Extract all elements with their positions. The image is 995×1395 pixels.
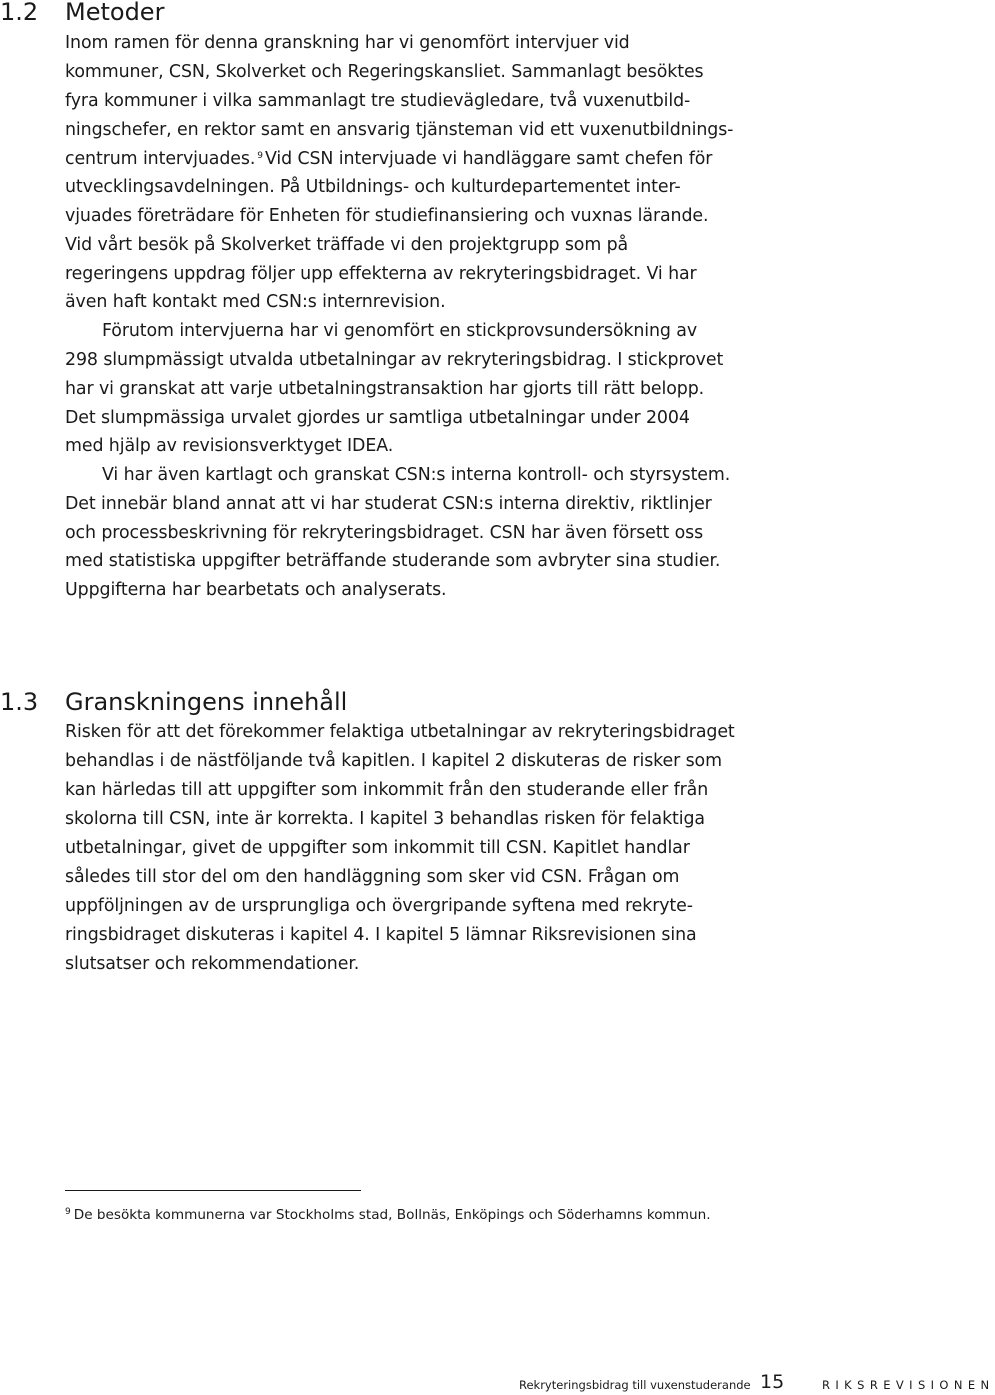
body-line: Uppgifterna har bearbetats och analyserats. (65, 580, 447, 600)
body-line: även haft kontakt med CSN:s internrevision. (65, 292, 446, 312)
footnote-divider (65, 1190, 361, 1191)
body-line: med statistiska uppgifter beträffande studerande som avbryter sina studier. (65, 551, 721, 571)
body-line: ringsbidraget diskuteras i kapitel 4. I kapitel 5 lämnar Riksrevisionen sina (65, 925, 697, 945)
body-line: behandlas i de nästföljande två kapitlen. I kapitel 2 diskuteras de risker som (65, 751, 722, 771)
body-line: Det slumpmässiga urvalet gjordes ur samtliga utbetalningar under 2004 (65, 408, 690, 428)
body-line (65, 149, 712, 172)
body-line: Vi har även kartlagt och granskat CSN:s interna kontroll- och styrsystem. (102, 465, 731, 485)
body-line: slutsatser och rekommendationer. (65, 954, 360, 974)
footnote-text: De besökta kommunerna var Stockholms stad, Bollnäs, Enköpings och Söderhamns kommun. (73, 1207, 711, 1223)
footnote-reference[interactable]: 9 (257, 151, 263, 161)
body-text: Vid CSN intervjuade vi handläggare samt chefen för (264, 149, 713, 169)
body-line: och processbeskrivning för rekryteringsbidraget. CSN har även försett oss (65, 523, 704, 543)
footnote-number: 9 (65, 1207, 71, 1217)
body-line: kommuner, CSN, Skolverket och Regeringskansliet. Sammanlagt besöktes (65, 62, 704, 82)
section-number: 1.3 (0, 688, 39, 716)
body-line: ningschefer, en rektor samt en ansvarig tjänsteman vid ett vuxenutbildnings- (65, 120, 734, 140)
body-line: utvecklingsavdelningen. På Utbildnings- och kulturdepartementet inter- (65, 177, 681, 197)
body-line: skolorna till CSN, inte är korrekta. I kapitel 3 behandlas risken för felaktiga (65, 809, 705, 829)
section-title: Granskningens innehåll (65, 688, 348, 716)
body-line: Vid vårt besök på Skolverket träffade vi den projektgrupp som på (65, 235, 629, 255)
body-line: 298 slumpmässigt utvalda utbetalningar av rekryteringsbidrag. I stickprovet (65, 350, 724, 370)
body-line: utbetalningar, givet de uppgifter som inkommit till CSN. Kapitlet handlar (65, 838, 690, 858)
body-line: fyra kommuner i vilka sammanlagt tre studievägledare, två vuxenutbild- (65, 91, 691, 111)
body-line: Det innebär bland annat att vi har studerat CSN:s interna direktiv, riktlinjer (65, 494, 712, 514)
footer-document-title: Rekryteringsbidrag till vuxenstuderande (519, 1378, 751, 1392)
body-line: kan härledas till att uppgifter som inkommit från den studerande eller från (65, 780, 709, 800)
page-number: 15 (760, 1371, 785, 1393)
footer-brand: RIKSREVISIONEN (822, 1378, 995, 1392)
body-text: centrum intervjuades. (65, 149, 256, 169)
body-line: har vi granskat att varje utbetalningstransaktion har gjorts till rätt belopp. (65, 379, 705, 399)
footnote (65, 1205, 711, 1227)
body-line: Risken för att det förekommer felaktiga utbetalningar av rekryteringsbidraget (65, 722, 735, 742)
body-line: med hjälp av revisionsverktyget IDEA. (65, 436, 394, 456)
body-line: således till stor del om den handläggning som sker vid CSN. Frågan om (65, 867, 680, 887)
body-line: vjuades företrädare för Enheten för studiefinansiering och vuxnas lärande. (65, 206, 709, 226)
body-line: regeringens uppdrag följer upp effekterna av rekryteringsbidraget. Vi har (65, 264, 697, 284)
body-line: Förutom intervjuerna har vi genomfört en stickprovsundersökning av (102, 321, 698, 341)
body-line: uppföljningen av de ursprungliga och övergripande syftena med rekryte- (65, 896, 693, 916)
section-title: Metoder (65, 0, 165, 26)
body-line: Inom ramen för denna granskning har vi genomfört intervjuer vid (65, 33, 630, 53)
section-number: 1.2 (0, 0, 39, 26)
